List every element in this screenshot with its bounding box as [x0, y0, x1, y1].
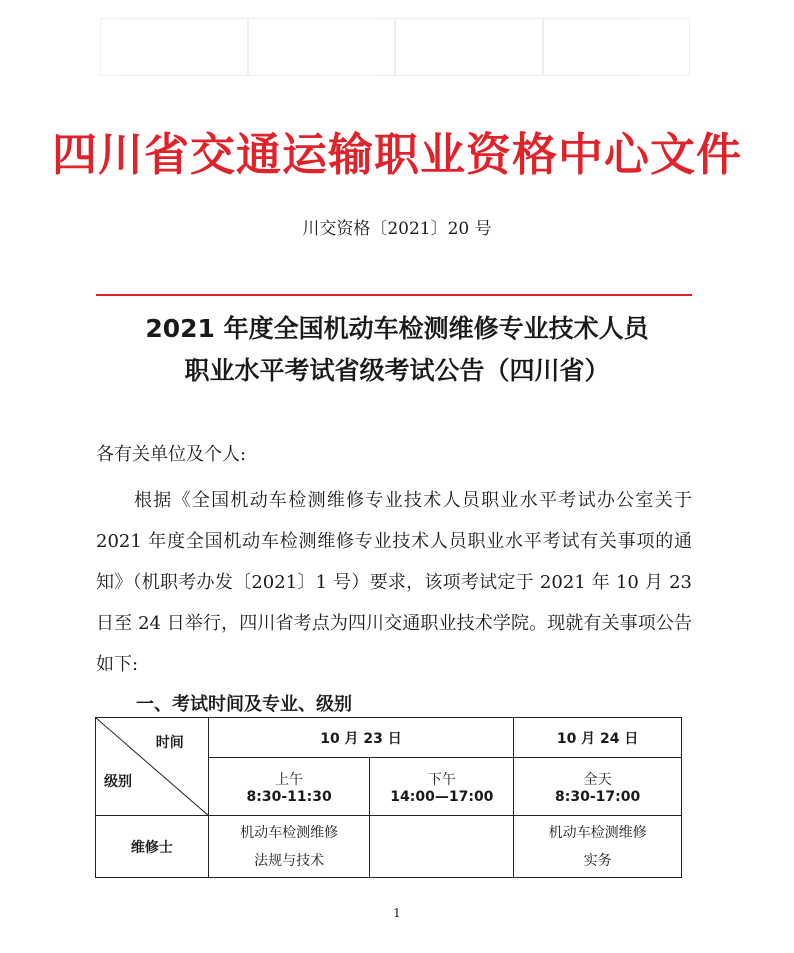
faint-stamp-cell: [100, 18, 248, 76]
allday-time: 8:30-17:00: [555, 788, 641, 805]
table-corner-cell: [96, 718, 209, 816]
document-number: 川交资格〔2021〕20 号: [302, 219, 492, 239]
faint-stamp-cell: [395, 18, 543, 76]
body-paragraph: 根据《全国机动车检测维修专业技术人员职业水平考试办公室关于 2021 年度全国机动车检测维修专业技术人员职业水平考试有关事项的通知》（机职考办发〔2021〕1 号）要求，该项考试定于 2021 年 10 月 23 日至 24 日举行，四川省考点为四川交通职业技术学院。现就有关事项公告如下:: [96, 490, 692, 675]
row-allday-subject-line1: 机动车检测维修: [548, 824, 647, 841]
faint-stamp-cell: [543, 18, 691, 76]
allday-session-header: [514, 758, 682, 816]
announcement-title-line2: 职业水平考试省级考试公告（四川省）: [184, 356, 610, 385]
row-am-subject-line2: 法规与技术: [254, 852, 325, 869]
announcement-title-line1: 2021 年度全国机动车检测维修专业技术人员: [145, 314, 649, 343]
document-header-title: 四川省交通运输职业资格中心文件: [51, 128, 742, 181]
red-divider: [96, 294, 692, 296]
corner-time-label: 时间: [155, 735, 184, 751]
row-pm-subject: [370, 816, 514, 878]
corner-level-label: 级别: [104, 774, 132, 790]
pm-session-header: [370, 758, 514, 816]
exam-schedule-table: [95, 717, 682, 878]
day1-header: 10 月 23 日: [208, 718, 513, 758]
row-allday-subject-line2: 实务: [583, 852, 612, 869]
row-am-subject-line1: 机动车检测维修: [240, 824, 339, 841]
pm-time: 14:00—17:00: [390, 788, 494, 805]
row-allday-subject: [514, 816, 682, 878]
day2-header: 10 月 24 日: [514, 718, 682, 758]
faint-stamp-cell: [248, 18, 396, 76]
am-time: 8:30-11:30: [246, 788, 332, 805]
row-level-label: 维修士: [96, 816, 209, 878]
table-row: [96, 816, 682, 878]
faint-stamp-table: [100, 18, 690, 76]
section-heading-1: 一、考试时间及专业、级别: [136, 694, 352, 715]
allday-label: 全天: [583, 771, 612, 788]
pm-label: 下午: [427, 771, 456, 788]
diagonal-line: [96, 718, 208, 815]
salutation: 各有关单位及个人:: [96, 444, 247, 465]
row-am-subject: [208, 816, 370, 878]
am-session-header: [208, 758, 370, 816]
am-label: 上午: [275, 771, 304, 788]
page-number: 1: [393, 906, 401, 920]
announcement-title: [0, 308, 794, 392]
